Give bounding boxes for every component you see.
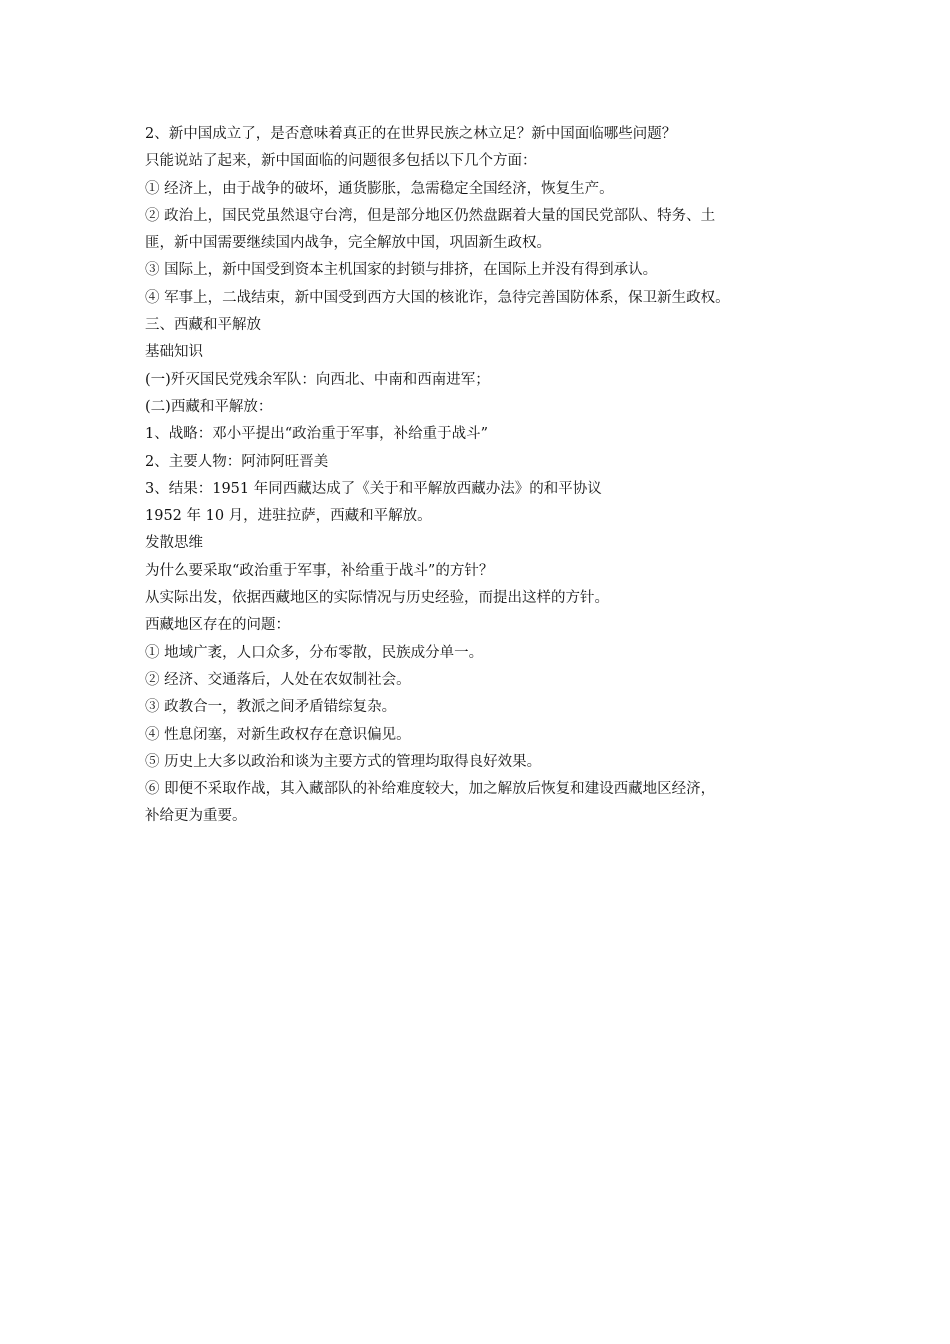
strategy-text: 1、战略：邓小平提出“政治重于军事，补给重于战斗”	[145, 426, 489, 443]
question-policy-text: 为什么要采取“政治重于军事，补给重于战斗”的方针？	[145, 562, 494, 579]
key-person-text: 2、主要人物：阿沛阿旺晋美	[145, 453, 329, 470]
subheading-divergent-thinking: 发散思维	[145, 535, 203, 552]
list-item-economy: ① 经济上，由于战争的破坏，通货膨胀，急需稳定全国经济，恢复生产。	[145, 180, 614, 197]
list-item-international: ③ 国际上，新中国受到资本主机国家的封锁与排挤，在国际上并没有得到承认。	[145, 262, 658, 279]
problem-item-2: ② 经济、交通落后，人处在农奴制社会。	[145, 671, 411, 688]
result-continued-text: 1952 年 10 月，进驻拉萨，西藏和平解放。	[145, 508, 432, 525]
problems-heading-text: 西藏地区存在的问题：	[145, 617, 290, 634]
answer-policy-text: 从实际出发，依据西藏地区的实际情况与历史经验，而提出这样的方针。	[145, 590, 609, 607]
document-page	[145, 121, 815, 831]
list-item-politics: ② 政治上，国民党虽然退守台湾，但是部分地区仍然盘踞着大量的国民党部队、特务、土	[145, 207, 716, 224]
problem-item-1: ① 地域广袤，人口众多，分布零散，民族成分单一。	[145, 644, 484, 661]
list-item-politics-continued: 匪，新中国需要继续国内战争，完全解放中国，巩固新生政权。	[145, 235, 551, 252]
subheading-basic-knowledge: 基础知识	[145, 344, 203, 361]
result-text: 3、结果：1951 年同西藏达成了《关于和平解放西藏办法》的和平协议	[145, 480, 602, 497]
list-item-military: ④ 军事上，二战结束，新中国受到西方大国的核讹诈，急待完善国防体系，保卫新生政权。	[145, 289, 730, 306]
question-2-text: 2、新中国成立了，是否意味着真正的在世界民族之林立足？新中国面临哪些问题？	[145, 126, 677, 142]
point-two-text: (二)西藏和平解放：	[145, 398, 273, 415]
answer-intro-text: 只能说站了起来，新中国面临的问题很多包括以下几个方面：	[145, 153, 537, 170]
problem-item-4: ④ 性息闭塞，对新生政权存在意识偏见。	[145, 726, 411, 743]
section-heading-tibet: 三、西藏和平解放	[145, 317, 261, 334]
problem-item-6-continued: 补给更为重要。	[145, 808, 247, 825]
problem-item-6: ⑥ 即便不采取作战，其入藏部队的补给难度较大，加之解放后恢复和建设西藏地区经济，	[145, 781, 716, 798]
problem-item-5: ⑤ 历史上大多以政治和谈为主要方式的管理均取得良好效果。	[145, 753, 542, 770]
point-one-text: (一)歼灭国民党残余军队：向西北、中南和西南进军；	[145, 371, 490, 388]
problem-item-3: ③ 政教合一，教派之间矛盾错综复杂。	[145, 699, 397, 716]
